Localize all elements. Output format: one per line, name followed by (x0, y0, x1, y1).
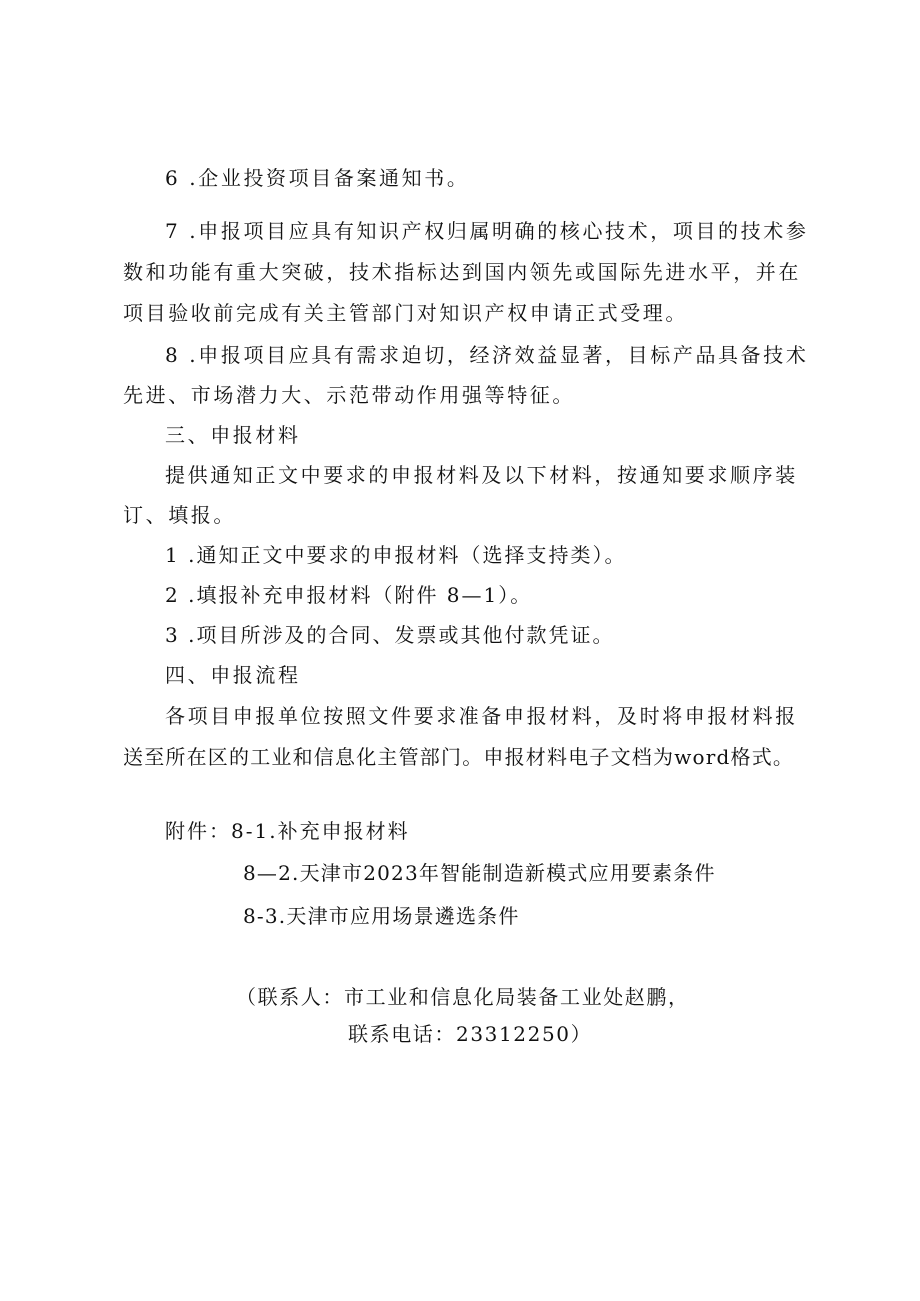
item-7-line-3: 项目验收前完成有关主管部门对知识产权申请正式受理。 (123, 301, 688, 325)
material-3: 3 .项目所涉及的合同、发票或其他付款凭证。 (165, 623, 615, 647)
item-8-line-1: 8 .申报项目应具有需求迫切，经济效益显著，目标产品具备技术 (165, 343, 809, 367)
section-4-heading: 四、申报流程 (165, 663, 301, 687)
item-7-line-2: 数和功能有重大突破，技术指标达到国内领先或国际先进水平，并在 (123, 260, 801, 284)
section-3-paragraph-line-1: 提供通知正文中要求的申报材料及以下材料，按通知要求顺序装 (165, 463, 798, 487)
attachment-8-1: 附件：8-1.补充申报材料 (165, 819, 410, 843)
section-4-paragraph-line-2: 送至所在区的工业和信息化主管部门。申报材料电子文档为word格式。 (123, 745, 795, 769)
section-4-paragraph-line-1: 各项目申报单位按照文件要求准备申报材料，及时将申报材料报 (165, 704, 798, 728)
section-3-heading: 三、申报材料 (165, 423, 301, 447)
section-3-paragraph-line-2: 订、填报。 (123, 503, 236, 527)
attachment-8-3: 8-3.天津市应用场景遴选条件 (243, 904, 520, 928)
item-6: 6 .企业投资项目备案通知书。 (165, 166, 470, 190)
material-1: 1 .通知正文中要求的申报材料（选择支持类）。 (165, 543, 627, 567)
item-8-line-2: 先进、市场潜力大、示范带动作用强等特征。 (123, 383, 575, 407)
attachment-8-2: 8—2.天津市2023年智能制造新模式应用要素条件 (243, 861, 716, 885)
contact-person: （联系人：市工业和信息化局装备工业处赵鹏， (236, 985, 690, 1009)
item-7-line-1: 7 .申报项目应具有知识产权归属明确的核心技术，项目的技术参 (165, 219, 809, 243)
contact-phone: 联系电话：23312250） (348, 1022, 593, 1046)
material-2: 2 .填报补充申报材料（附件 8—1）。 (165, 583, 533, 607)
